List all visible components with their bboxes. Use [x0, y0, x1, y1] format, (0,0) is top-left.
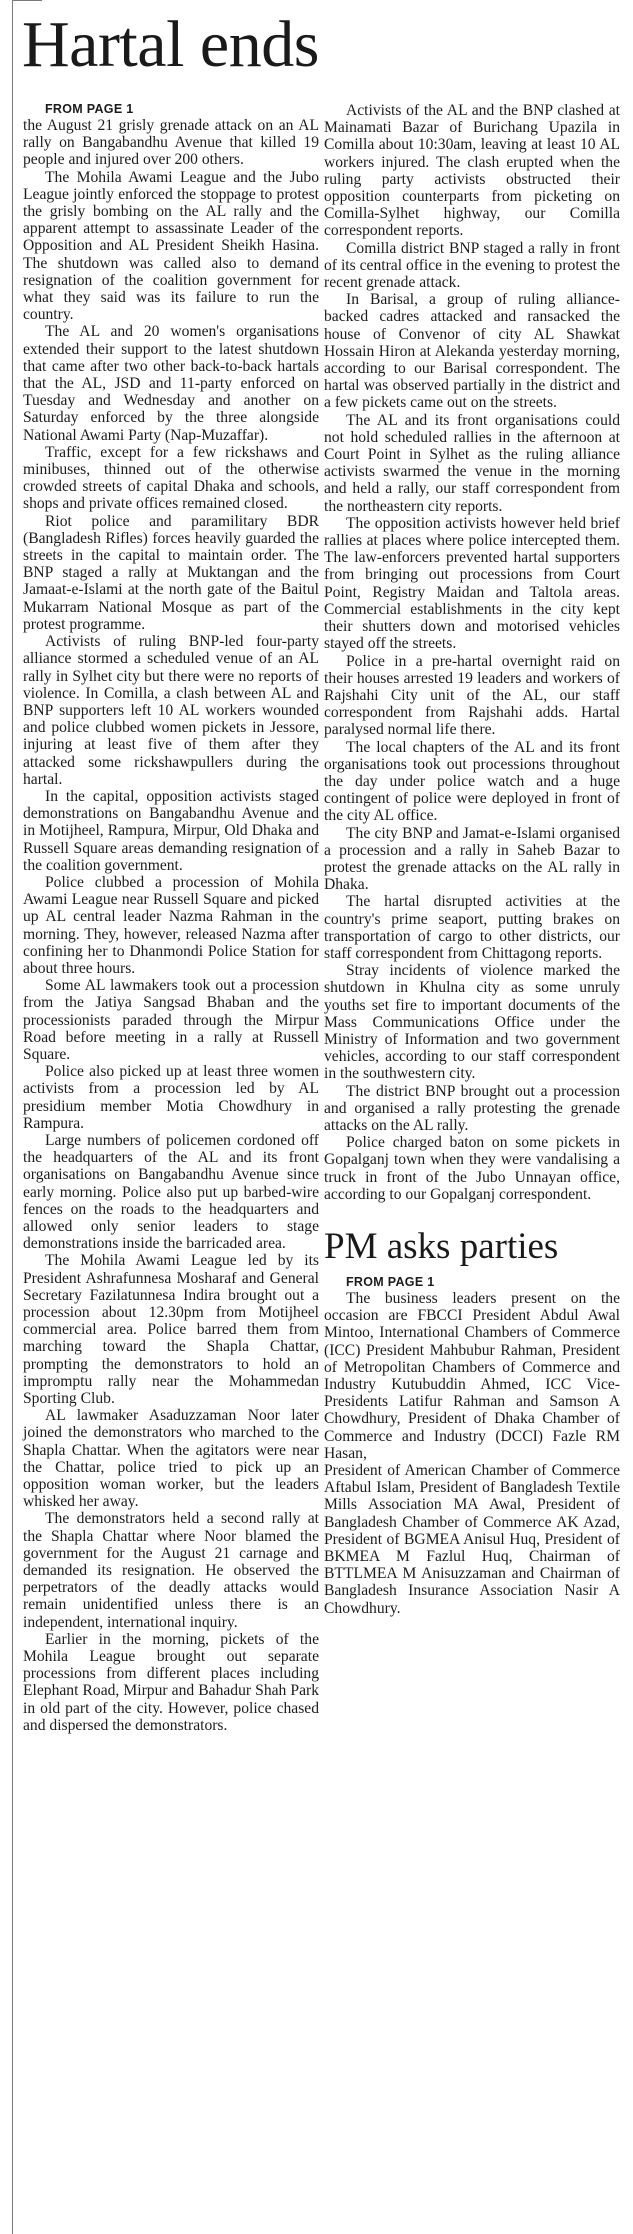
article-paragraph: In the capital, opposition activists staged demonstrations on Bangabandhu Avenue and in Motijheel, Rampura, Mirpur, Old Dhaka and Russell Square areas demanding resignation of the coalition government. [23, 787, 319, 874]
column-rule [12, 0, 13, 2234]
article-paragraph: Stray incidents of violence marked the shutdown in Khulna city as some unruly youths set fire to important documents of the Mass Communications Office under the Ministry of Information and two government vehicles, according to our staff correspondent in the southwestern city. [324, 962, 620, 1083]
kicker-from-page-1: FROM PAGE 1 [346, 1275, 435, 1289]
article-paragraph: The local chapters of the AL and its front organisations took out processions throughout the day under police watch and a huge contingent of police were deployed in front of the city AL office. [324, 738, 620, 825]
headline-pm-asks-parties: PM asks parties [324, 1226, 559, 1267]
article-paragraph: The hartal disrupted activities at the country's prime seaport, putting brakes on transportation of cargo to other districts, our staff correspondent from Chittagong reports. [324, 893, 620, 962]
article-paragraph: Comilla district BNP staged a rally in front of its central office in the evening to protest the recent grenade attack. [324, 239, 620, 292]
article-paragraph: The Mohila Awami League led by its President Ashrafunnesa Mosharaf and General Secretary Fazilatunnesa Indira brought out a procession about 12.30pm from Motijheel commercial area. Police barred them from marching toward the Shapla Chattar, prompting the demonstrators to hold an impromptu rally near the Mohammedan Sporting Club. [23, 1252, 319, 1408]
article-paragraph: The business leaders present on the occasion are FBCCI President Abdul Awal Mintoo, International Chambers of Commerce (ICC) President Mahbubur Rahman, President of Metropolitan Chambers of Commerce and Industry Kutubuddin Ahmed, ICC Vice-Presidents Latifur Rahman and Samson A Chowdhury, President of Dhaka Chamber of Commerce and Industry (DCCI) Fazle RM Hasan, [324, 1290, 620, 1462]
article-paragraph: The Mohila Awami League and the Jubo League jointly enforced the stoppage to protest the grisly bombing on the AL rally and the apparent attempt to assassinate Leader of the Opposition and AL President Sheikh Hasina. The shutdown was called also to demand resignation of the coalition government for what they said was its failure to run the country. [23, 168, 319, 324]
article-paragraph: Large numbers of policemen cordoned off the headquarters of the AL and its front organisations on Bangabandhu Avenue since early morning. Police also put up barbed-wire fences on the roads to the headquarters and allowed only senior leaders to stage demonstrations inside the barricaded area. [23, 1131, 319, 1253]
article-paragraph: The opposition activists however held brief rallies at places where police intercepted them. The law-enforcers prevented hartal supporters from bringing out processions from Court Point, Registry Maidan and Taltola areas. Commercial establishments in the city kept their shutters down and motorised vehicles stayed off the streets. [324, 514, 620, 653]
article-column-right [324, 102, 620, 1617]
article-paragraph: Police also picked up at least three women activists from a procession led by AL presidium member Motia Chowdhury in Rampura. [23, 1063, 319, 1132]
article-column-left [23, 102, 319, 1734]
article-paragraph: Police charged baton on some pickets in Gopalganj town when they were vandalising a truck in front of the Jubo Unnayan office, according to our Gopalganj correspondent. [324, 1134, 620, 1203]
article-paragraph: Riot police and paramilitary BDR (Bangladesh Rifles) forces heavily guarded the streets in the capital to maintain order. The BNP staged a rally at Muktangan and the Jamaat-e-Islami at the north gate of the Baitul Mukarram National Mosque as part of the protest programme. [23, 512, 319, 633]
headline-hartal-ends: Hartal ends [22, 8, 319, 81]
article-paragraph: In Barisal, a group of ruling alliance-backed cadres attacked and ransacked the house of Convenor of city AL Shawkat Hossain Hiron at Alekanda yesterday morning, according to our Barisal correspondent. The hartal was observed partially in the district and a few pickets came out on the streets. [324, 291, 620, 412]
article-paragraph: Police in a pre-hartal overnight raid on their houses arrested 19 leaders and workers of Rajshahi City unit of the AL, our staff correspondent from Rajshahi adds. Hartal paralysed normal life there. [324, 652, 620, 739]
article-paragraph: Activists of ruling BNP-led four-party alliance stormed a scheduled venue of an AL rally in Sylhet city but there were no reports of violence. In Comilla, a clash between AL and BNP supporters left 10 AL workers wounded and police clubbed women pickets in Jessore, injuring at least five of them after they attacked some rickshawpullers during the hartal. [23, 633, 319, 788]
kicker-from-page-1: FROM PAGE 1 [45, 102, 134, 116]
article-paragraph: Some AL lawmakers took out a procession from the Jatiya Sangsad Bhaban and the processionists paraded through the Mirpur Road before meeting in a rally at Russell Square. [23, 977, 319, 1063]
article-paragraph: the August 21 grisly grenade attack on an AL rally on Bangabandhu Avenue that killed 19 people and injured over 200 others. [23, 117, 319, 169]
top-rule [12, 0, 42, 1]
article-paragraph: The AL and its front organisations could not hold scheduled rallies in the afternoon at Court Point in Sylhet as the ruling alliance activists swarmed the venue in the morning and held a rally, our staff correspondent from the northeastern city reports. [324, 411, 620, 515]
article-paragraph: The district BNP brought out a procession and organised a rally protesting the grenade attacks on the AL rally. [324, 1082, 620, 1134]
article-paragraph: AL lawmaker Asaduzzaman Noor later joined the demonstrators who marched to the Shapla Chattar. When the agitators were near the Chattar, police tried to pick up an opposition woman worker, but the leaders whisked her away. [23, 1407, 319, 1511]
article-paragraph-continued: Earlier in the morning, pickets of the Mohila League brought out separate processions from different places including Elephant Road, Mirpur and Bahadur Shah Park in old part of the city. However, police chased and dispersed the demonstrators. [23, 1630, 319, 1734]
article-paragraph: The AL and 20 women's organisations extended their support to the latest shutdown that came after two other back-to-back hartals that the AL, JSD and 11-party enforced on Tuesday and Wednesday and another on Saturday enforced by the three alongside National Awami Party (Nap-Muzaffar). [23, 323, 319, 444]
article-paragraph: Police clubbed a procession of Mohila Awami League near Russell Square and picked up AL central leader Nazma Rahman in the morning. They, however, released Nazma after confining her to Dhanmondi Police Station for about three hours. [23, 873, 319, 977]
article-paragraph: President of American Chamber of Commerce Aftabul Islam, President of Bangladesh Textile Mills Association MA Awal, President of Bangladesh Chamber of Commerce AK Azad, President of BGMEA Anisul Huq, President of BKMEA M Fazlul Huq, Chairman of BTTLMEA M Anisuzzaman and Chairman of Bangladesh Insurance Association Nasir A Chowdhury. [324, 1462, 620, 1617]
article-paragraph: Traffic, except for a few rickshaws and minibuses, thinned out of the otherwise crowded streets of capital Dhaka and schools, shops and private offices remained closed. [23, 443, 319, 513]
article-paragraph: The city BNP and Jamat-e-Islami organised a procession and a rally in Saheb Bazar to protest the grenade attacks on the AL rally in Dhaka. [324, 824, 620, 894]
article-paragraph: The demonstrators held a second rally at the Shapla Chattar where Noor blamed the government for the August 21 carnage and demanded its resignation. He observed the perpetrators of the deadly attacks would remain unidentified unless there is an independent, international inquiry. [23, 1510, 319, 1631]
article-paragraph: Activists of the AL and the BNP clashed at Mainamati Bazar of Burichang Upazila in Comilla about 10:30am, leaving at least 10 AL workers injured. The clash erupted when the ruling party activists obstructed their opposition counterparts from picketing on Comilla-Sylhet highway, our Comilla correspondent reports. [324, 102, 620, 240]
